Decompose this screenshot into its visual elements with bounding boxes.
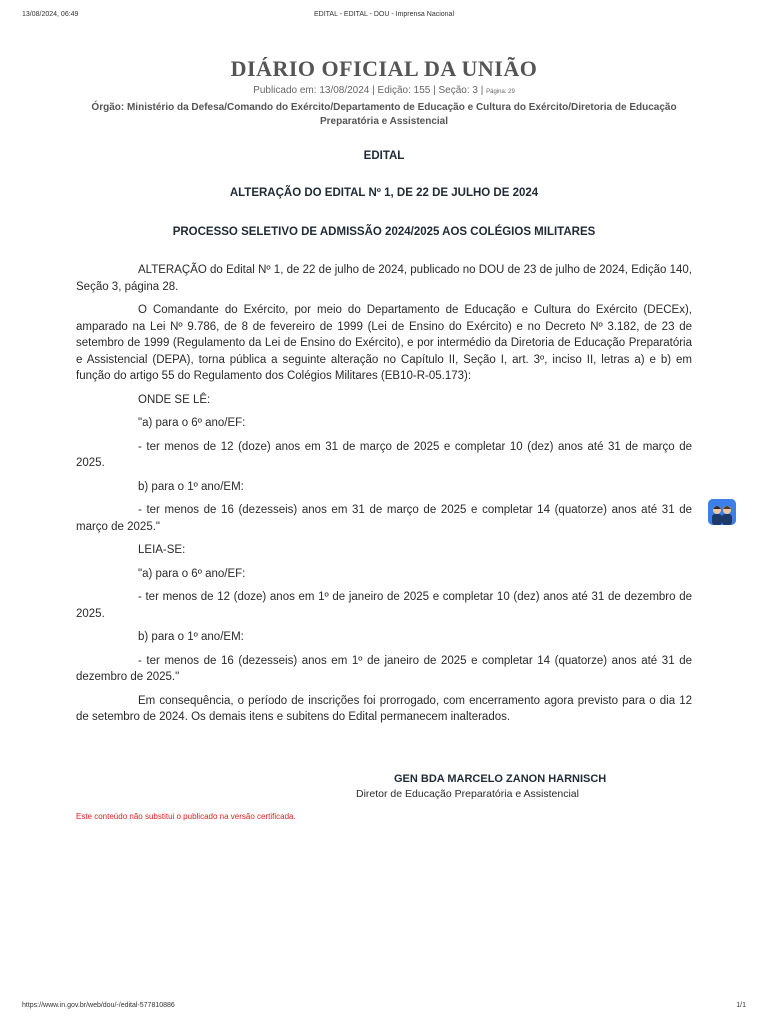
paragraph: Em consequência, o período de inscrições foi prorrogado, com encerramento agora previsto para o dia 12 de setembro de 2024. Os demais itens e subitens do Edital permanecem inalterados.	[76, 694, 692, 723]
signatory-role: Diretor de Educação Preparatória e Assistencial	[356, 788, 579, 800]
paragraph: - ter menos de 16 (dezesseis) anos em 31 de março de 2025 e completar 14 (quatorze) anos até 31 de março de 2025."	[76, 504, 692, 533]
paragraph: b) para o 1º ano/EM:	[138, 480, 244, 493]
paragraph: "a) para o 6º ano/EF:	[138, 417, 246, 429]
paragraph: LEIA-SE:	[138, 544, 186, 556]
print-datetime: 13/08/2024, 06:49	[22, 11, 79, 18]
disclaimer-text: Este conteúdo não substitui o publicado na versão certificada.	[76, 812, 296, 821]
document-body	[76, 262, 692, 733]
paragraph: - ter menos de 16 (dezesseis) anos em 1º de janeiro de 2025 e completar 14 (quatorze) anos até 31 de dezembro de 2025."	[76, 654, 692, 683]
paragraph: - ter menos de 12 (doze) anos em 1º de janeiro de 2025 e completar 10 (dez) anos até 31 de dezembro de 2025.	[76, 591, 692, 620]
print-header	[0, 11, 768, 23]
paragraph: ALTERAÇÃO do Edital Nº 1, de 22 de julho de 2024, publicado no DOU de 23 de julho de 2024, Edição 140, Seção 3, página 28.	[76, 264, 692, 293]
paragraph: - ter menos de 12 (doze) anos em 31 de março de 2025 e completar 10 (dez) anos até 31 de março de 2025.	[76, 440, 692, 469]
edital-heading: EDITAL	[363, 150, 405, 162]
alteracao-heading: ALTERAÇÃO DO EDITAL Nº 1, DE 22 DE JULHO DE 2024	[229, 187, 539, 199]
avatar-button[interactable]	[708, 499, 736, 525]
publication-info: Publicado em: 13/08/2024 | Edição: 155 | Seção: 3 |	[253, 85, 484, 96]
people-avatar-icon	[708, 499, 736, 525]
paragraph: O Comandante do Exército, por meio do Departamento de Educação e Cultura do Exército (DECEx), amparado na Lei Nº 9.786, de 8 de fevereiro de 1999 (Lei de Ensino do Exército) e no Decreto Nº 3.182, de 23 de setembro de 1999 (Regulamento da Lei de Ensino do Exército), e por intermédio da Diretoria de Educação Preparatória e Assistencial (DEPA), torna pública a seguinte alteração no Capítulo II, Seção I, art. 3º, inciso II, letras a) e b) em função do artigo 55 do Regulamento dos Colégios Militares (EB10-R-05.173):	[76, 304, 692, 382]
publication-meta	[0, 85, 768, 96]
print-url: https://www.in.gov.br/web/dou/-/edital-577810886	[22, 1002, 175, 1009]
page-reference: Página: 29	[486, 89, 515, 95]
print-page-title: EDITAL - EDITAL - DOU - Imprensa Nacional	[313, 11, 455, 18]
paragraph: b) para o 1º ano/EM:	[138, 631, 244, 643]
paragraph: ONDE SE LÊ:	[138, 393, 211, 406]
masthead	[0, 56, 768, 129]
processo-heading: PROCESSO SELETIVO DE ADMISSÃO 2024/2025 AOS COLÉGIOS MILITARES	[172, 226, 596, 238]
print-footer	[0, 1002, 768, 1014]
orgao-line: Órgão: Ministério da Defesa/Comando do Exército/Departamento de Educação e Cultura do Exército/Diretoria de Educação Preparatória e Assistencial	[91, 102, 677, 127]
signatory-name: GEN BDA MARCELO ZANON HARNISCH	[394, 773, 607, 785]
print-page-number: 1/1	[736, 1002, 746, 1009]
publication-title: DIÁRIO OFICIAL DA UNIÃO	[230, 56, 538, 81]
paragraph: "a) para o 6º ano/EF:	[138, 567, 246, 580]
